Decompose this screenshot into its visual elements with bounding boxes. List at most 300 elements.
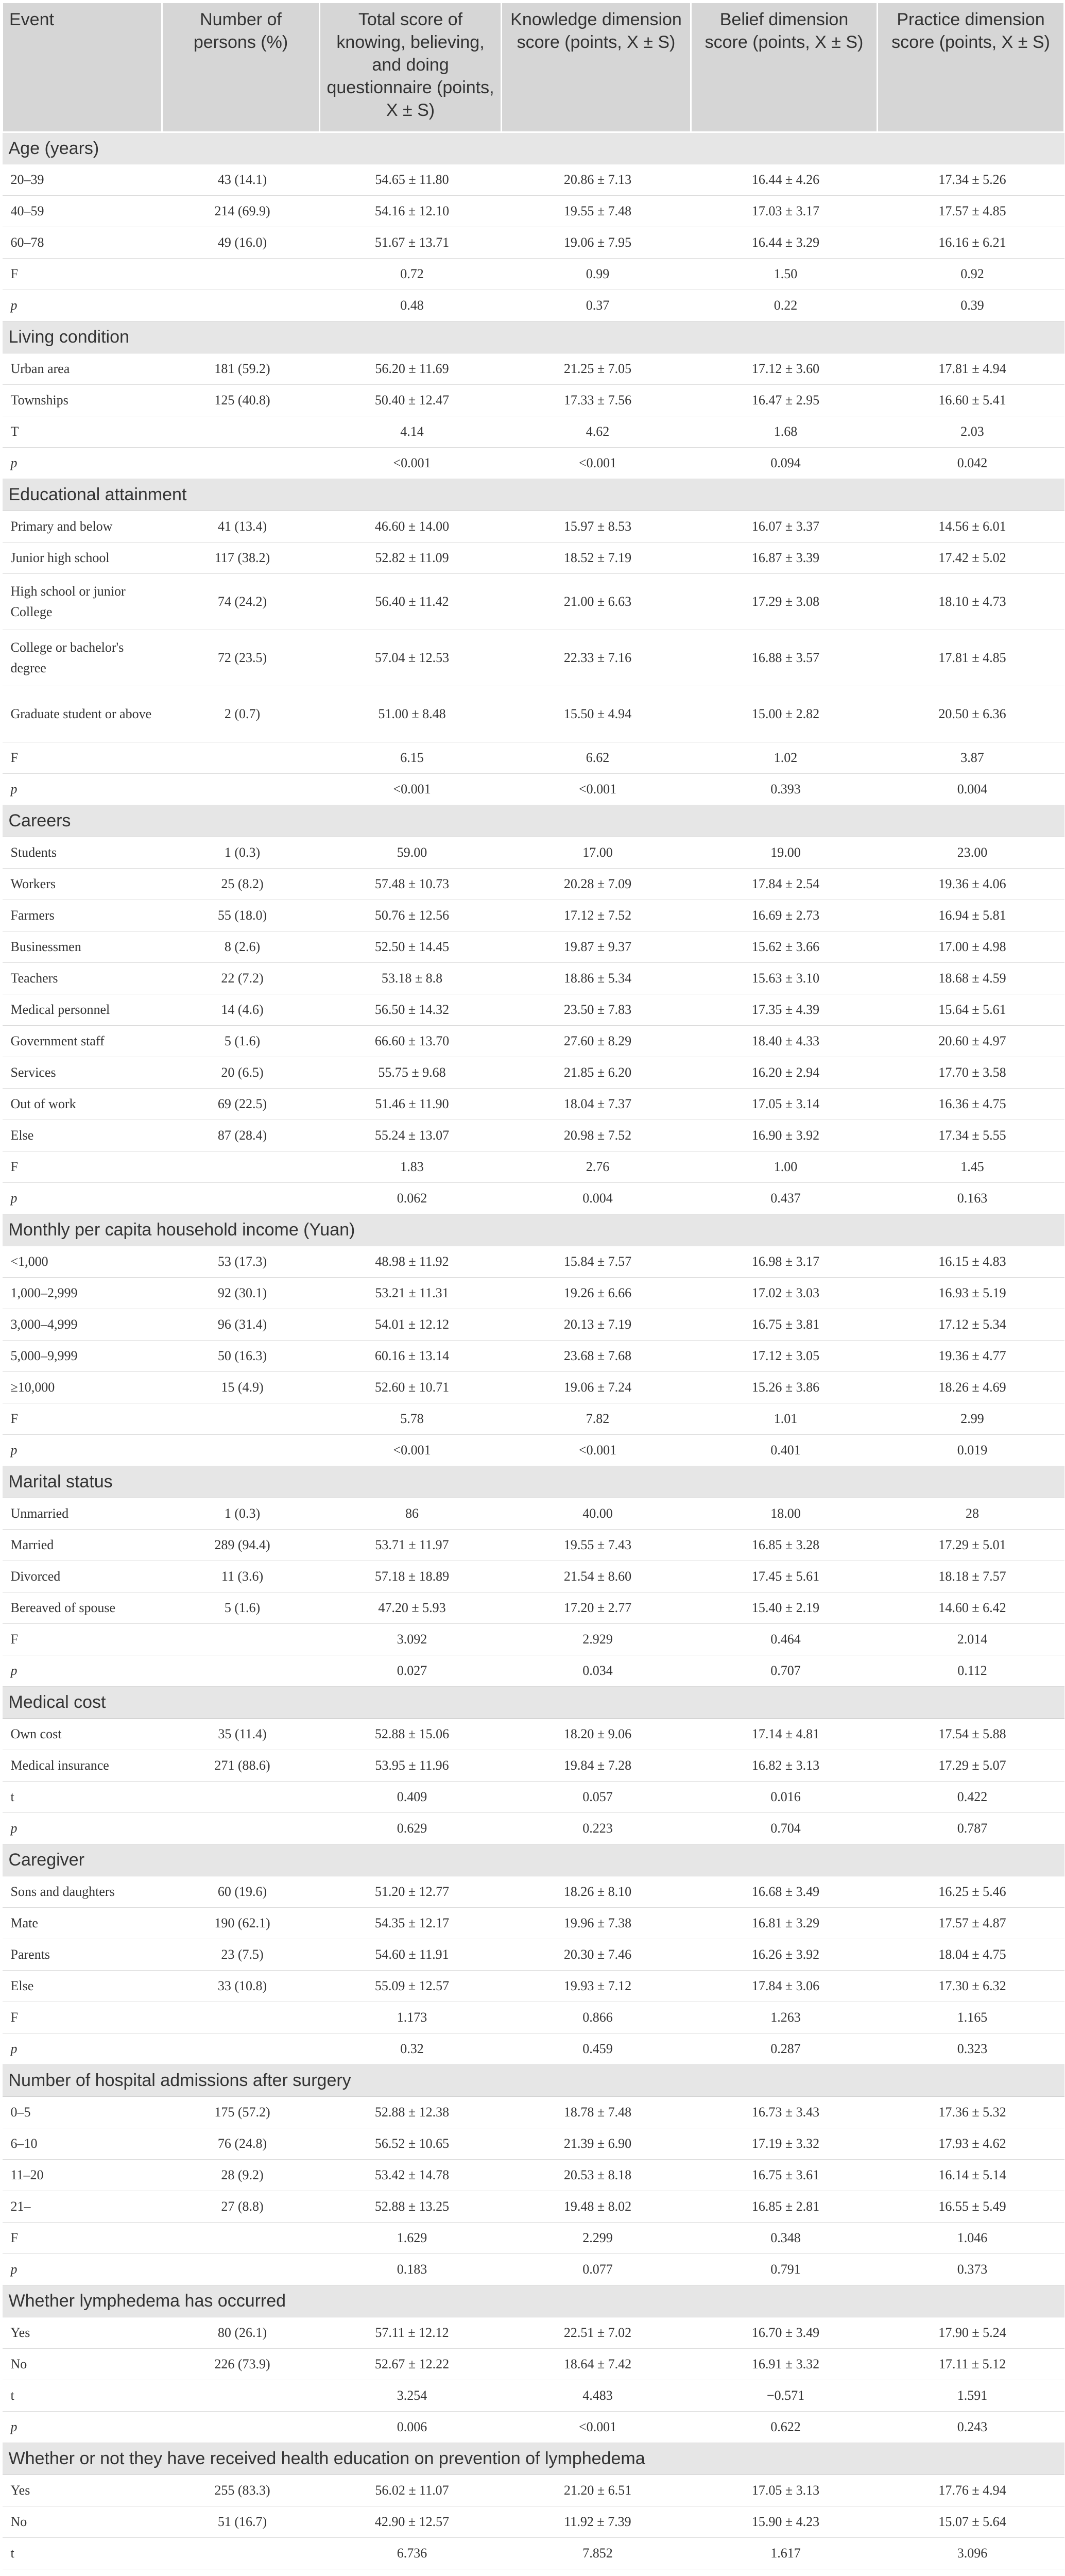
table-row [3,1939,1064,1971]
table-cell: 1.50 [691,259,878,290]
table-cell: 16.87 ± 3.39 [691,543,878,574]
table-cell: 20.28 ± 7.09 [502,869,691,900]
table-cell [878,2569,1064,2576]
table-cell: 92 (30.1) [162,1278,320,1309]
table-cell: 19.55 ± 7.43 [502,1530,691,1561]
table-cell: 0.112 [878,1655,1064,1687]
row-label: p [3,448,162,479]
row-label: Businessmen [3,931,162,963]
table-cell: 16.25 ± 5.46 [878,1876,1064,1908]
row-label: Teachers [3,963,162,994]
table-cell: 6.736 [320,2538,502,2569]
table-cell: 57.11 ± 12.12 [320,2317,502,2349]
table-row [3,2506,1064,2538]
table-cell: 0.094 [691,448,878,479]
table-cell: 0.37 [502,290,691,321]
table-cell: 15.63 ± 3.10 [691,963,878,994]
table-cell: 19.36 ± 4.77 [878,1341,1064,1372]
table-row [3,448,1064,479]
table-cell: <0.001 [320,1435,502,1466]
table-cell: 20.53 ± 8.18 [502,2160,691,2191]
table-cell: 18.18 ± 7.57 [878,1561,1064,1592]
table-cell: 52.88 ± 15.06 [320,1719,502,1750]
table-row [3,1435,1064,1466]
table-cell: 60.16 ± 13.14 [320,1341,502,1372]
table-cell: 0.373 [878,2254,1064,2285]
table-cell [162,448,320,479]
table-row [3,2317,1064,2349]
table-cell: 53.42 ± 14.78 [320,2160,502,2191]
data-table [2,2,1065,2576]
table-cell: 255 (83.3) [162,2475,320,2506]
table-row [3,416,1064,448]
header-total-score: Total score of knowing, believing, and doing questionnaire (points, X ± S) [320,3,502,132]
table-cell: 3.87 [878,742,1064,774]
section-title: Whether or not they have received health education on prevention of lymphedema [3,2443,1064,2475]
table-row [3,2538,1064,2569]
table-cell: 23 (7.5) [162,1939,320,1971]
table-row [3,2569,1064,2576]
table-cell: 15.26 ± 3.86 [691,1372,878,1403]
row-label: 40–59 [3,196,162,227]
table-cell: 226 (73.9) [162,2349,320,2380]
table-cell: 17.05 ± 3.13 [691,2475,878,2506]
table-cell: 0.287 [691,2033,878,2065]
table-cell: 19.06 ± 7.95 [502,227,691,259]
table-cell: 19.06 ± 7.24 [502,1372,691,1403]
table-cell [162,742,320,774]
table-cell [162,1183,320,1214]
table-cell: 17.54 ± 5.88 [878,1719,1064,1750]
section-row [3,1214,1064,1246]
table-cell: 56.02 ± 11.07 [320,2475,502,2506]
table-row [3,2412,1064,2443]
table-row [3,1498,1064,1530]
table-cell: 19.36 ± 4.06 [878,869,1064,900]
table-row [3,1624,1064,1655]
row-label: Divorced [3,1561,162,1592]
table-cell: 16.26 ± 3.92 [691,1939,878,1971]
table-cell: 43 (14.1) [162,164,320,196]
table-row [3,2475,1064,2506]
table-cell: 21.54 ± 8.60 [502,1561,691,1592]
table-cell: 46.60 ± 14.00 [320,511,502,543]
table-cell: 57.04 ± 12.53 [320,630,502,686]
table-cell: 0.707 [691,1655,878,1687]
row-label: 21– [3,2191,162,2223]
table-cell: 271 (88.6) [162,1750,320,1782]
table-cell [320,2569,502,2576]
table-cell: 51 (16.7) [162,2506,320,2538]
table-row [3,1372,1064,1403]
row-label: Else [3,1120,162,1151]
table-cell: 0.22 [691,290,878,321]
table-cell: 20.13 ± 7.19 [502,1309,691,1341]
table-cell [502,2569,691,2576]
table-cell: 1.591 [878,2380,1064,2412]
section-row [3,132,1064,164]
table-cell: 18.20 ± 9.06 [502,1719,691,1750]
table-cell: 15.07 ± 5.64 [878,2506,1064,2538]
table-cell: 21.00 ± 6.63 [502,574,691,630]
table-cell: 17.57 ± 4.87 [878,1908,1064,1939]
table-cell: 18.64 ± 7.42 [502,2349,691,2380]
table-cell: 0.027 [320,1655,502,1687]
table-cell: 0.622 [691,2412,878,2443]
table-cell: 11.92 ± 7.39 [502,2506,691,2538]
table-cell: 2 (0.7) [162,686,320,742]
table-cell [162,416,320,448]
header-row [3,3,1064,132]
table-cell: 53 (17.3) [162,1246,320,1278]
table-cell: 17.19 ± 3.32 [691,2128,878,2160]
table-cell: 53.95 ± 11.96 [320,1750,502,1782]
row-label: t [3,1782,162,1813]
table-cell: 16.44 ± 3.29 [691,227,878,259]
table-cell: 0.183 [320,2254,502,2285]
table-cell: 17.14 ± 4.81 [691,1719,878,1750]
table-cell: 17.35 ± 4.39 [691,994,878,1026]
table-cell [162,290,320,321]
table-cell: 16.82 ± 3.13 [691,1750,878,1782]
table-cell: 17.00 ± 4.98 [878,931,1064,963]
table-cell: 69 (22.5) [162,1089,320,1120]
table-cell: 27 (8.8) [162,2191,320,2223]
table-cell: 86 [320,1498,502,1530]
table-cell: 51.20 ± 12.77 [320,1876,502,1908]
table-cell: 50.76 ± 12.56 [320,900,502,931]
table-cell: 17.12 ± 5.34 [878,1309,1064,1341]
table-row [3,630,1064,686]
table-cell: 28 (9.2) [162,2160,320,2191]
table-cell: 16.94 ± 5.81 [878,900,1064,931]
table-cell: 20.30 ± 7.46 [502,1939,691,1971]
section-title: Number of hospital admissions after surgery [3,2065,1064,2097]
table-cell [162,2538,320,2569]
row-label: Junior high school [3,543,162,574]
table-cell: 7.82 [502,1403,691,1435]
row-label: 11–20 [3,2160,162,2191]
table-cell: 16.88 ± 3.57 [691,630,878,686]
table-cell: 17.05 ± 3.14 [691,1089,878,1120]
table-cell: 56.52 ± 10.65 [320,2128,502,2160]
row-label: p [3,1655,162,1687]
section-title: Medical cost [3,1687,1064,1719]
table-cell [162,774,320,805]
table-cell: 5 (1.6) [162,1592,320,1624]
table-cell: 52.82 ± 11.09 [320,543,502,574]
table-row [3,1120,1064,1151]
table-cell: 53.18 ± 8.8 [320,963,502,994]
table-cell: 14.56 ± 6.01 [878,511,1064,543]
table-cell: 1.02 [691,742,878,774]
table-cell: 1.629 [320,2223,502,2254]
table-cell: 1.263 [691,2002,878,2033]
table-cell: 52.88 ± 12.38 [320,2097,502,2128]
table-row [3,1341,1064,1372]
section-title: Educational attainment [3,479,1064,511]
table-row [3,1278,1064,1309]
table-cell: 17.29 ± 3.08 [691,574,878,630]
table-cell: 0.704 [691,1813,878,1844]
table-cell: 0.057 [502,1782,691,1813]
table-cell: 0.437 [691,1183,878,1214]
table-cell: 0.72 [320,259,502,290]
table-cell: 17.45 ± 5.61 [691,1561,878,1592]
section-title: Whether lymphedema has occurred [3,2285,1064,2317]
row-label [3,2569,162,2576]
table-cell: 2.929 [502,1624,691,1655]
table-row [3,1655,1064,1687]
table-row [3,164,1064,196]
table-header [3,3,1064,132]
table-cell: 17.29 ± 5.07 [878,1750,1064,1782]
table-cell: 41 (13.4) [162,511,320,543]
section-row [3,1466,1064,1498]
section-row [3,2065,1064,2097]
row-label: Farmers [3,900,162,931]
table-cell: 15.62 ± 3.66 [691,931,878,963]
table-cell: 0.791 [691,2254,878,2285]
table-cell: 0.48 [320,290,502,321]
table-cell: 20.50 ± 6.36 [878,686,1064,742]
table-cell: 16.91 ± 3.32 [691,2349,878,2380]
table-cell: 15.50 ± 4.94 [502,686,691,742]
table-cell: <0.001 [320,774,502,805]
table-cell: 289 (94.4) [162,1530,320,1561]
table-cell: 17.81 ± 4.85 [878,630,1064,686]
table-cell: 16.85 ± 2.81 [691,2191,878,2223]
table-cell: 17.76 ± 4.94 [878,2475,1064,2506]
table-cell: 51.67 ± 13.71 [320,227,502,259]
row-label: Services [3,1057,162,1089]
table-cell: 15.97 ± 8.53 [502,511,691,543]
table-cell: 16.68 ± 3.49 [691,1876,878,1908]
row-label: F [3,2223,162,2254]
table-cell: 2.03 [878,416,1064,448]
table-cell: 0.629 [320,1813,502,1844]
table-cell: 42.90 ± 12.57 [320,2506,502,2538]
table-cell: 60 (19.6) [162,1876,320,1908]
table-cell: 0.464 [691,1624,878,1655]
table-cell: 15.40 ± 2.19 [691,1592,878,1624]
table-cell: 23.50 ± 7.83 [502,994,691,1026]
row-label: p [3,2033,162,2065]
table-cell: 17.12 ± 3.05 [691,1341,878,1372]
table-cell: 0.348 [691,2223,878,2254]
table-cell: 19.48 ± 8.02 [502,2191,691,2223]
table-cell: 16.98 ± 3.17 [691,1246,878,1278]
table-cell: 16.75 ± 3.61 [691,2160,878,2191]
table-cell: 19.87 ± 9.37 [502,931,691,963]
table-row [3,1309,1064,1341]
table-row [3,1876,1064,1908]
table-row [3,1813,1064,1844]
row-label: 0–5 [3,2097,162,2128]
table-cell: 16.69 ± 2.73 [691,900,878,931]
table-cell: 51.00 ± 8.48 [320,686,502,742]
table-cell: 3.092 [320,1624,502,1655]
table-cell: 47.20 ± 5.93 [320,1592,502,1624]
table-cell: 17.12 ± 7.52 [502,900,691,931]
row-label: p [3,774,162,805]
table-cell: 53.71 ± 11.97 [320,1530,502,1561]
table-cell: 18.78 ± 7.48 [502,2097,691,2128]
table-cell: 17.12 ± 3.60 [691,353,878,385]
table-row [3,994,1064,1026]
table-cell: 0.422 [878,1782,1064,1813]
table-row [3,742,1064,774]
table-cell: 20.86 ± 7.13 [502,164,691,196]
table-cell: 17.84 ± 2.54 [691,869,878,900]
row-label: Sons and daughters [3,1876,162,1908]
table-cell [162,2412,320,2443]
table-row [3,1782,1064,1813]
table-cell: 18.26 ± 8.10 [502,1876,691,1908]
table-cell: 18.04 ± 7.37 [502,1089,691,1120]
section-title: Age (years) [3,132,1064,164]
row-label: No [3,2349,162,2380]
row-label: Graduate student or above [3,686,162,742]
table-cell [162,1151,320,1183]
table-cell [162,1403,320,1435]
table-cell: 33 (10.8) [162,1971,320,2002]
table-cell: 74 (24.2) [162,574,320,630]
table-cell [162,1435,320,1466]
table-cell: 0.866 [502,2002,691,2033]
table-cell: 16.07 ± 3.37 [691,511,878,543]
table-cell: 0.042 [878,448,1064,479]
row-label: p [3,2412,162,2443]
table-cell: 20.98 ± 7.52 [502,1120,691,1151]
table-cell: 15.00 ± 2.82 [691,686,878,742]
table-cell: 59.00 [320,837,502,869]
table-row [3,543,1064,574]
table-cell: 20.60 ± 4.97 [878,1026,1064,1057]
table-cell: 54.01 ± 12.12 [320,1309,502,1341]
table-cell: 16.20 ± 2.94 [691,1057,878,1089]
table-cell: <0.001 [502,448,691,479]
row-label: 3,000–4,999 [3,1309,162,1341]
header-practice-score: Practice dimension score (points, X ± S) [878,3,1064,132]
table-cell: <0.001 [320,448,502,479]
table-row [3,1089,1064,1120]
table-cell: 18.04 ± 4.75 [878,1939,1064,1971]
table-cell: 1.617 [691,2538,878,2569]
table-cell: 16.70 ± 3.49 [691,2317,878,2349]
table-cell: 18.00 [691,1498,878,1530]
table-cell: 17.34 ± 5.55 [878,1120,1064,1151]
table-cell: 56.40 ± 11.42 [320,574,502,630]
table-cell: 17.93 ± 4.62 [878,2128,1064,2160]
section-title: Living condition [3,321,1064,353]
table-row [3,227,1064,259]
table-cell: 4.483 [502,2380,691,2412]
table-cell: 16.73 ± 3.43 [691,2097,878,2128]
table-cell: 16.36 ± 4.75 [878,1089,1064,1120]
row-label: p [3,2254,162,2285]
row-label: Workers [3,869,162,900]
table-cell: 1.68 [691,416,878,448]
table-row [3,1719,1064,1750]
table-cell: 17.20 ± 2.77 [502,1592,691,1624]
table-row [3,1403,1064,1435]
table-cell: 1.01 [691,1403,878,1435]
table-cell: 18.68 ± 4.59 [878,963,1064,994]
table-cell: 22 (7.2) [162,963,320,994]
table-row [3,1183,1064,1214]
table-cell: 48.98 ± 11.92 [320,1246,502,1278]
table-cell: 16.16 ± 6.21 [878,227,1064,259]
table-cell: 49 (16.0) [162,227,320,259]
row-label: p [3,1813,162,1844]
table-row [3,2097,1064,2128]
table-row [3,1151,1064,1183]
header-knowledge-score: Knowledge dimension score (points, X ± S) [502,3,691,132]
table-cell: 17.00 [502,837,691,869]
table-cell: 55.24 ± 13.07 [320,1120,502,1151]
table-cell: 0.016 [691,1782,878,1813]
table-cell: 3.096 [878,2538,1064,2569]
table-cell: 16.60 ± 5.41 [878,385,1064,416]
table-row [3,1530,1064,1561]
table-row [3,2128,1064,2160]
table-cell: 80 (26.1) [162,2317,320,2349]
table-cell [162,2033,320,2065]
table-cell: 52.60 ± 10.71 [320,1372,502,1403]
table-cell: 18.52 ± 7.19 [502,543,691,574]
table-cell: 2.014 [878,1624,1064,1655]
table-cell: 54.16 ± 12.10 [320,196,502,227]
table-cell: 52.50 ± 14.45 [320,931,502,963]
table-cell [162,259,320,290]
table-cell: 22.33 ± 7.16 [502,630,691,686]
table-cell: 0.401 [691,1435,878,1466]
row-label: No [3,2506,162,2538]
table-cell: <0.001 [502,774,691,805]
table-cell: 0.062 [320,1183,502,1214]
table-cell: 6.62 [502,742,691,774]
table-row [3,385,1064,416]
table-cell: 1 (0.3) [162,1498,320,1530]
table-cell: 57.48 ± 10.73 [320,869,502,900]
row-label: Own cost [3,1719,162,1750]
table-cell: 4.14 [320,416,502,448]
table-cell: 16.15 ± 4.83 [878,1246,1064,1278]
table-row [3,196,1064,227]
table-cell: 55.09 ± 12.57 [320,1971,502,2002]
table-cell: 16.44 ± 4.26 [691,164,878,196]
table-cell: 16.75 ± 3.81 [691,1309,878,1341]
header-event: Event [3,3,162,132]
table-cell: 72 (23.5) [162,630,320,686]
table-cell: 18.10 ± 4.73 [878,574,1064,630]
table-cell: 1.173 [320,2002,502,2033]
row-label: ≥10,000 [3,1372,162,1403]
table-cell: 17.70 ± 3.58 [878,1057,1064,1089]
table-cell: 1 (0.3) [162,837,320,869]
section-title: Caregiver [3,1844,1064,1876]
table-cell: 15 (4.9) [162,1372,320,1403]
table-cell: 2.99 [878,1403,1064,1435]
table-cell: 5.78 [320,1403,502,1435]
row-label: College or bachelor's degree [3,630,162,686]
row-label: Mate [3,1908,162,1939]
table-cell: 0.004 [878,774,1064,805]
table-cell: 16.14 ± 5.14 [878,2160,1064,2191]
table-cell [162,2223,320,2254]
table-cell: 28 [878,1498,1064,1530]
